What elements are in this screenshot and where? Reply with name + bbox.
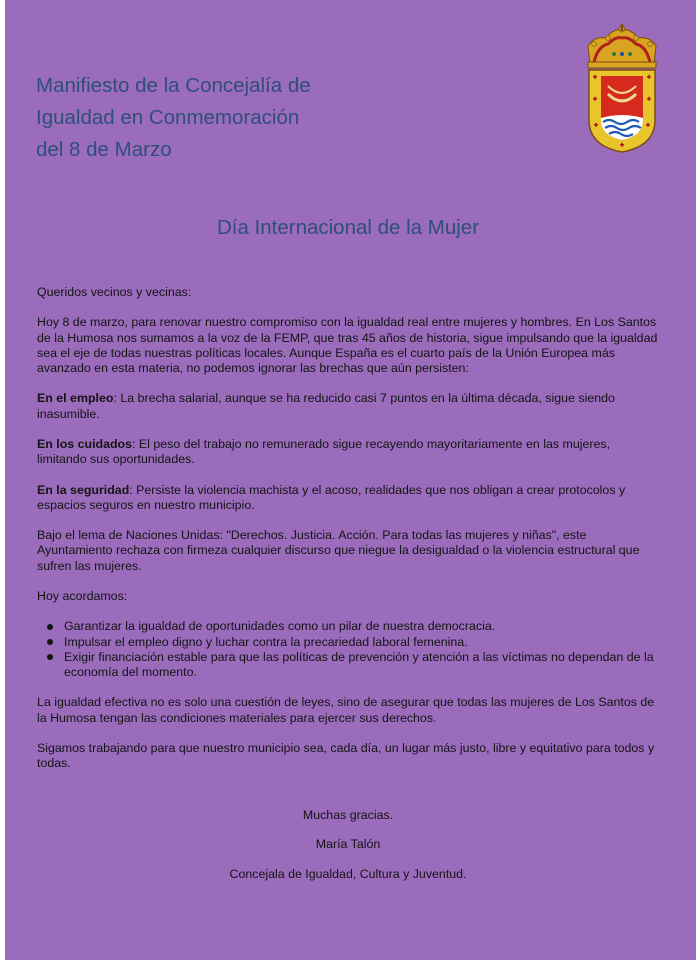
list-item: Garantizar la igualdad de oportunidades como un pilar de nuestra democracia.: [37, 619, 661, 634]
point-label: En el empleo: [37, 391, 114, 406]
point-text: : La brecha salarial, aunque se ha reducido casi 7 puntos en la última década, sigue siendo inasumible.: [37, 391, 615, 421]
point-care: [37, 437, 661, 467]
point-security: [37, 483, 661, 513]
thanks-text: Muchas gracias.: [302, 808, 394, 822]
page-title: [36, 70, 366, 166]
point-label: En los cuidados: [37, 436, 133, 451]
point-text: : Persiste la violencia machista y el acoso, realidades que nos obligan a crear protocolos y espacios seguros en nuestro municipio.: [37, 482, 626, 512]
point-label: En la seguridad: [37, 482, 130, 497]
manifesto-body: [37, 285, 661, 787]
equality-paragraph: La igualdad efectiva no es solo una cuestión de leyes, sino de asegurar que todas las mujeres de Los Santos de la Humosa tengan las condiciones materiales para ejercer sus derechos.: [37, 695, 655, 725]
point-employment: [37, 391, 661, 421]
motto-paragraph: Bajo el lema de Naciones Unidas: "Derechos. Justicia. Acción. Para todas las mujeres y niñas", este Ayuntamiento rechaza con firmeza cualquier discurso que niegue la desigualdad o la violencia estructural que sufren las mujeres.: [37, 528, 640, 573]
greeting: Queridos vecinos y vecinas:: [37, 285, 192, 299]
point-text: : El peso del trabajo no remunerado sigue recayendo mayoritariamente en las mujeres, limitando sus oportunidades.: [37, 436, 611, 467]
intro-paragraph: Hoy 8 de marzo, para renovar nuestro compromiso con la igualdad real entre mujeres y hombres. En Los Santos de la Humosa nos sumamos a la voz de la FEMP, que tras 45 años de historia, sigue impulsando que la igualdad sea el eje de todas nuestras políticas locales. Aunque España es el cuarto país de la Unión Europea más avanzado en esta materia, no podemos ignorar las brechas que aún persisten:: [37, 315, 658, 375]
title-line-2: Igualdad en Conmemoración: [36, 106, 300, 129]
list-item: Impulsar el empleo digno y luchar contra la precariedad laboral femenina.: [37, 635, 661, 650]
coat-of-arms-icon: [584, 24, 660, 156]
agreements-list: [37, 619, 661, 680]
page-subtitle: Día Internacional de la Mujer: [216, 216, 480, 239]
title-line-3: del 8 de Marzo: [36, 138, 172, 161]
agreements-intro: Hoy acordamos:: [37, 588, 128, 603]
signatory-role: Concejala de Igualdad, Cultura y Juventud.: [229, 867, 467, 881]
signatory-name: María Talón: [315, 837, 381, 851]
title-line-1: Manifiesto de la Concejalía de: [36, 74, 311, 97]
closing-paragraph: Sigamos trabajando para que nuestro municipio sea, cada día, un lugar más justo, libre y equitativo para todos y todas.: [37, 740, 655, 771]
list-item: Exigir financiación estable para que las políticas de prevención y atención a las víctimas no dependan de la economía del momento.: [37, 650, 661, 680]
